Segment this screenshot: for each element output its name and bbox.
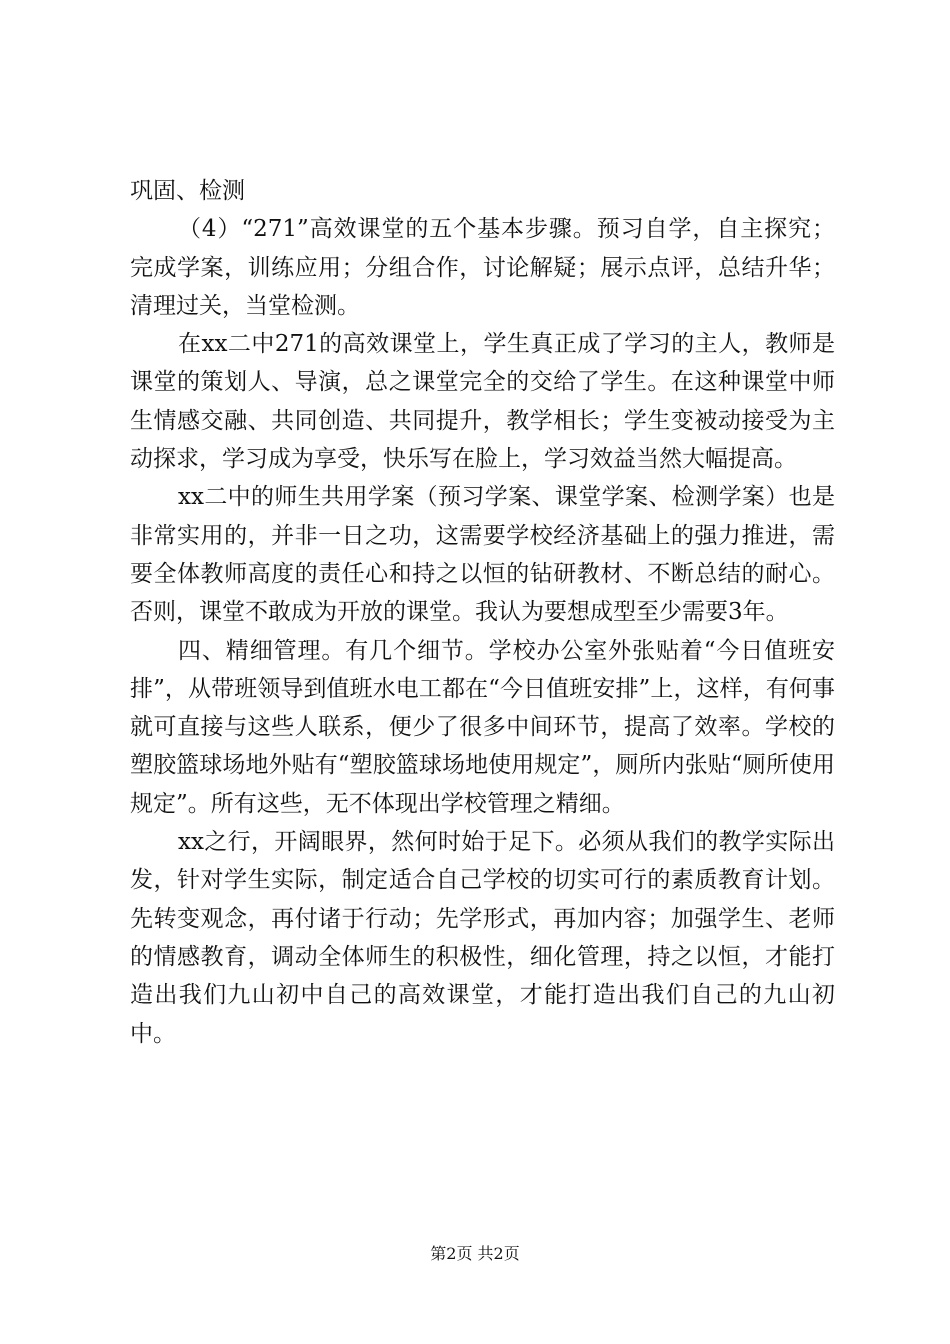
document-body — [130, 172, 835, 1053]
paragraph-continuation: 巩固、检测 — [130, 178, 245, 204]
paragraph-fine-management: 四、精细管理。有几个细节。学校办公室外张贴着“今日值班安排”，从带班领导到值班水电工都在“今日值班安排”上，这样，有何事就可直接与这些人联系，便少了很多中间环节，提高了效率。学校的塑胶篮球场地外贴有“塑胶篮球场地使用规定”，厕所内张贴“厕所使用规定”。所有这些，无不体现出学校管理之精细。 — [130, 637, 835, 817]
paragraph-shared-study-plan: xx二中的师生共用学案（预习学案、课堂学案、检测学案）也是非常实用的，并非一日之功，这需要学校经济基础上的强力推进，需要全体教师高度的责任心和持之以恒的钻研教材、不断总结的耐心。否则，课堂不敢成为开放的课堂。我认为要想成型至少需要3年。 — [130, 484, 835, 626]
paragraph-efficient-classroom: 在xx二中271的高效课堂上，学生真正成了学习的主人，教师是课堂的策划人、导演，总之课堂完全的交给了学生。在这种课堂中师生情感交融、共同创造、共同提升，教学相长；学生变被动接受为主动探求，学习成为享受，快乐写在脸上，学习效益当然大幅提高。 — [130, 331, 835, 473]
paragraph-conclusion: xx之行，开阔眼界，然何时始于足下。必须从我们的教学实际出发，针对学生实际，制定适合自己学校的切实可行的素质教育计划。先转变观念，再付诸于行动；先学形式，再加内容；加强学生、老师的情感教育，调动全体师生的积极性，细化管理，持之以恒，才能打造出我们九山初中自己的高效课堂，才能打造出我们自己的九山初中。 — [130, 829, 835, 1047]
paragraph-five-steps: （4）“271”高效课堂的五个基本步骤。预习自学，自主探究；完成学案，训练应用；分组合作，讨论解疑；展示点评，总结升华；清理过关，当堂检测。 — [130, 216, 835, 319]
page-number-label: 第2页 共2页 — [430, 1244, 520, 1263]
page-footer — [0, 1243, 950, 1265]
